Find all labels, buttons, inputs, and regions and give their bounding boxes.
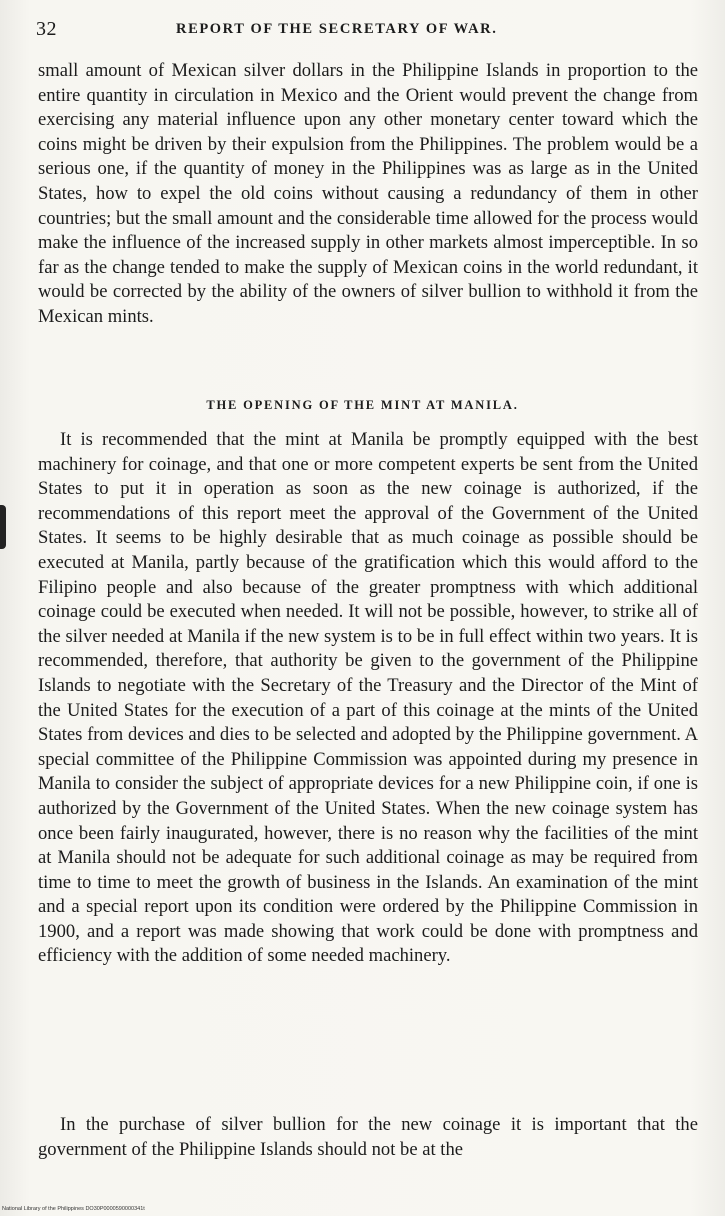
page-header [36,18,703,42]
body-text-bottom [38,1113,698,1162]
section-heading: THE OPENING OF THE MINT AT MANILA. [206,398,519,412]
page-number: 32 [36,18,57,40]
paragraph-continuation: small amount of Mexican silver dollars in the Philippine Islands in proportion to the entire quantity in circulation in Mexico and the Orient would prevent the change from exercising any material influence upon any other monetary center toward which the coins might be driven by their expulsion from the Philippines. The problem would be a serious one, if the quantity of money in the Philippines was as large as in the United States, how to expel the old coins without causing a redundancy of them in other countries; but the small amount and the considerable time allowed for the process would make the influence of the increased supply in other markets almost imperceptible. In so far as the change tended to make the supply of Mexican coins in the world redundant, it would be corrected by the ability of the owners of silver bullion to withhold it from the Mexican mints. [38,60,698,327]
paragraph-silver-purchase: In the purchase of silver bullion for the new coinage it is important that the government of the Philippine Islands should not be at the [38,1114,698,1160]
running-head: REPORT OF THE SECRETARY OF WAR. [176,21,498,37]
paragraph-mint-recommendation: It is recommended that the mint at Manila be promptly equipped with the best machinery for coinage, and that one or more competent experts be sent from the United States to put it in operation as soon as the new coinage is authorized, if the recommendations of this report meet the approval of the Government of the United States. It seems to be highly desirable that as much coinage as possible should be executed at Manila, partly because of the gratification which this would afford to the Filipino people and also because of the greater promptness with which additional coinage could be executed when needed. It will not be possible, however, to strike all of the silver needed at Manila if the new system is to be in full effect within two years. It is recommended, therefore, that authority be given to the government of the Philippine Islands to negotiate with the Secretary of the Treasury and the Director of the Mint of the United States for the execution of a part of this coinage at the mints of the United States from devices and dies to be selected and adopted by the Philippine government. A special committee of the Philippine Commission was appointed during my presence in Manila to consider the subject of appropriate devices for a new Philippine coin, if one is authorized by the Government of the United States. When the new coinage system has once been fairly inaugurated, however, there is no reason why the facilities of the mint at Manila should not be adequate for such additional coinage as may be required from time to time to meet the growth of business in the Islands. An examination of the mint and a special report upon its condition were ordered by the Philippine Commission in 1900, and a report was made showing that work could be done with promptness and efficiency with the addition of some needed machinery. [38,429,698,967]
body-text-mint [38,428,698,969]
library-source-stamp: National Library of the Philippines DO30P0000590000341t [2,1206,145,1212]
scan-edge-mark [0,505,6,549]
body-text-top [38,59,698,330]
